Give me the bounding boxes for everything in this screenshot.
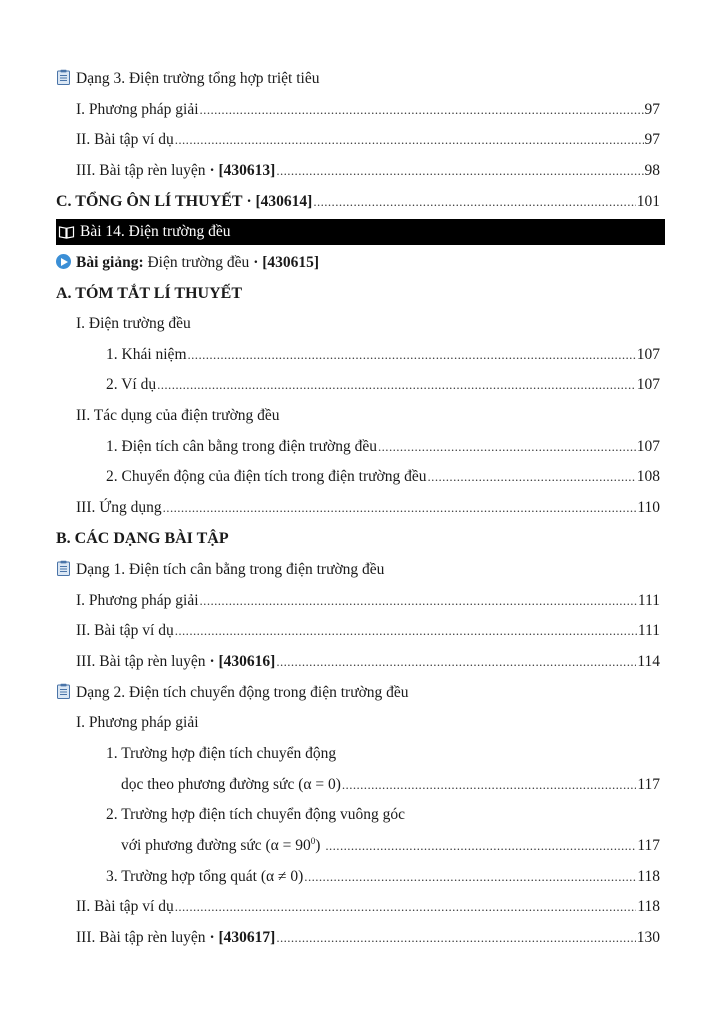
toc-entry[interactable] xyxy=(106,464,660,490)
toc-entry[interactable] xyxy=(121,772,660,798)
lesson-header[interactable] xyxy=(56,219,665,245)
toc-entry[interactable] xyxy=(76,925,660,951)
page-number: 117 xyxy=(637,837,660,854)
toc-entry[interactable] xyxy=(76,127,660,153)
leader-dots xyxy=(188,342,636,368)
clipboard-icon xyxy=(56,69,71,85)
toc-entry[interactable] xyxy=(76,588,660,614)
page-number: 118 xyxy=(637,868,660,885)
separator-dot: · xyxy=(253,254,259,271)
dang3-title: Dạng 3. Điện trường tổng hợp triệt tiêu xyxy=(76,70,320,87)
entry-label: III. Bài tập rèn luyện xyxy=(76,929,206,946)
page-number: 107 xyxy=(636,346,660,363)
section-b-title: B. CÁC DẠNG BÀI TẬP xyxy=(56,530,229,547)
entry-label: với phương đường sức (α = 90 xyxy=(121,837,311,854)
leader-dots xyxy=(378,434,636,460)
page-number: 101 xyxy=(636,193,660,210)
toc-entry[interactable] xyxy=(106,434,660,460)
play-icon xyxy=(56,254,71,269)
toc-entry[interactable] xyxy=(76,649,660,675)
section-b-heading xyxy=(56,526,660,552)
page-number: 114 xyxy=(637,653,660,670)
toc-entry[interactable] xyxy=(76,158,660,184)
dang1-title: Dạng 1. Điện tích cân bằng trong điện trường đều xyxy=(76,561,385,578)
entry-label: II. Bài tập ví dụ xyxy=(76,622,174,639)
leader-dots xyxy=(157,372,636,398)
entry-label: II. Tác dụng của điện trường đều xyxy=(76,407,280,424)
leader-dots xyxy=(342,772,636,798)
leader-dots xyxy=(200,588,637,614)
leader-dots xyxy=(175,894,637,920)
toc-entry[interactable] xyxy=(106,342,660,368)
toc-entry[interactable] xyxy=(76,894,660,920)
page-number: 117 xyxy=(637,776,660,793)
entry-label: 3. Trường hợp tổng quát (α ≠ 0) xyxy=(106,868,304,885)
entry-label: 2. Ví dụ xyxy=(106,376,157,393)
entry-label: III. Ứng dụng xyxy=(76,499,162,516)
separator-dot: · xyxy=(209,653,215,670)
lecture-prefix: Bài giảng: xyxy=(76,254,144,271)
dang3-heading[interactable] xyxy=(56,66,660,92)
page-number: 97 xyxy=(644,101,660,118)
toc-entry-line1[interactable] xyxy=(106,802,660,828)
toc-entry-line1[interactable] xyxy=(106,741,660,767)
dang1-heading[interactable] xyxy=(56,557,660,583)
page-number: 111 xyxy=(637,622,660,639)
page-number: 107 xyxy=(636,376,660,393)
toc-entry[interactable] xyxy=(76,97,660,123)
degree-superscript: 0 xyxy=(310,835,316,846)
entry-label: 2. Chuyển động của điện tích trong điện trường đều xyxy=(106,468,427,485)
leader-dots xyxy=(276,649,636,675)
lesson-title: Bài 14. Điện trường đều xyxy=(80,223,231,240)
entry-label-end: ) xyxy=(315,837,321,854)
dang2-heading[interactable] xyxy=(56,680,660,706)
clipboard-icon xyxy=(56,560,71,576)
subsection-heading[interactable] xyxy=(76,403,660,429)
separator-dot: · xyxy=(209,929,215,946)
entry-code: [430616] xyxy=(218,653,276,670)
page-number: 98 xyxy=(644,162,660,179)
section-a-title: A. TÓM TẮT LÍ THUYẾT xyxy=(56,285,242,302)
entry-code: [430617] xyxy=(218,929,276,946)
toc-entry[interactable] xyxy=(76,618,660,644)
leader-dots xyxy=(313,189,635,215)
clipboard-icon xyxy=(56,683,71,699)
entry-label: I. Phương pháp giải xyxy=(76,592,199,609)
toc-entry-tong-on[interactable] xyxy=(56,189,660,215)
lecture-code: [430615] xyxy=(262,254,320,271)
entry-label: 1. Khái niệm xyxy=(106,346,187,363)
entry-label: 1. Trường hợp điện tích chuyển động xyxy=(106,745,337,762)
separator-dot: · xyxy=(246,193,252,210)
entry-label: 2. Trường hợp điện tích chuyển động vuông góc xyxy=(106,806,406,823)
leader-dots xyxy=(428,464,636,490)
entry-label: I. Điện trường đều xyxy=(76,315,191,332)
page-number: 118 xyxy=(637,898,660,915)
page-number: 97 xyxy=(644,131,660,148)
page-number: 107 xyxy=(636,438,660,455)
section-a-heading xyxy=(56,281,660,307)
separator-dot: · xyxy=(209,162,215,179)
subsection-heading[interactable] xyxy=(76,710,660,736)
leader-dots xyxy=(175,127,644,153)
lecture-text: Điện trường đều xyxy=(147,254,250,271)
toc-entry[interactable] xyxy=(106,864,660,890)
page-number: 111 xyxy=(637,592,660,609)
leader-dots xyxy=(276,158,643,184)
entry-label: II. Bài tập ví dụ xyxy=(76,131,174,148)
toc-entry[interactable] xyxy=(76,495,660,521)
page-number: 110 xyxy=(637,499,660,516)
entry-label: 1. Điện tích cân bằng trong điện trường đều xyxy=(106,438,377,455)
entry-label: III. Bài tập rèn luyện xyxy=(76,162,206,179)
entry-code: [430613] xyxy=(218,162,276,179)
lecture-link[interactable] xyxy=(56,250,660,276)
entry-label: II. Bài tập ví dụ xyxy=(76,898,174,915)
toc-entry[interactable] xyxy=(121,833,660,859)
leader-dots xyxy=(276,925,635,951)
leader-dots xyxy=(175,618,637,644)
leader-dots xyxy=(304,864,636,890)
dang2-title: Dạng 2. Điện tích chuyển động trong điện trường đều xyxy=(76,684,409,701)
entry-label: I. Phương pháp giải xyxy=(76,714,199,731)
toc-entry[interactable] xyxy=(106,372,660,398)
leader-dots xyxy=(200,97,644,123)
leader-dots xyxy=(163,495,637,521)
entry-label: I. Phương pháp giải xyxy=(76,101,199,118)
entry-label: dọc theo phương đường sức (α = 0) xyxy=(121,776,341,793)
page-number: 108 xyxy=(636,468,660,485)
section-c-label: C. TỔNG ÔN LÍ THUYẾT xyxy=(56,193,243,210)
subsection-heading[interactable] xyxy=(76,311,660,337)
entry-code: [430614] xyxy=(255,193,313,210)
entry-label: III. Bài tập rèn luyện xyxy=(76,653,206,670)
open-book-icon xyxy=(58,224,75,240)
leader-dots xyxy=(325,833,636,859)
page-number: 130 xyxy=(636,929,660,946)
